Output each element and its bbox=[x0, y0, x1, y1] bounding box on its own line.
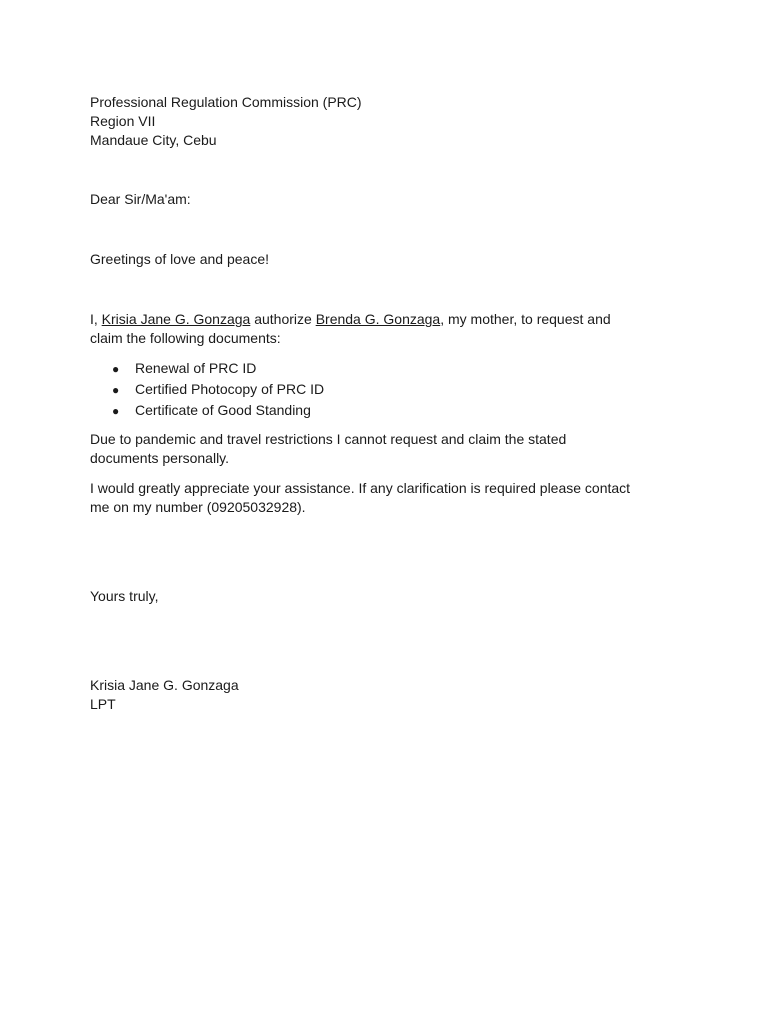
signatory-title: LPT bbox=[90, 696, 116, 712]
recipient-line-1: Professional Regulation Commission (PRC) bbox=[90, 94, 362, 110]
document-label: Renewal of PRC ID bbox=[135, 360, 257, 376]
reason-line-2: documents personally. bbox=[90, 450, 230, 466]
recipient-line-2: Region VII bbox=[90, 113, 156, 129]
recipient-line-3: Mandaue City, Cebu bbox=[90, 132, 217, 148]
signatory-name: Krisia Jane G. Gonzaga bbox=[90, 677, 239, 693]
bullet-icon: ● bbox=[112, 362, 120, 376]
authorization-suffix: , my mother, to request and bbox=[440, 311, 611, 327]
authorization-prefix: I, bbox=[90, 311, 102, 327]
agent-name: Brenda G. Gonzaga bbox=[315, 311, 441, 327]
closing: Yours truly, bbox=[90, 588, 159, 604]
document-list-item bbox=[112, 380, 324, 400]
request-line-2: me on my number (09205032928). bbox=[90, 499, 306, 515]
authorization-line-2: claim the following documents: bbox=[90, 330, 281, 346]
reason-line-1: Due to pandemic and travel restrictions I cannot request and claim the stated bbox=[90, 431, 567, 447]
authorization-line-1 bbox=[90, 310, 611, 329]
document-label: Certified Photocopy of PRC ID bbox=[135, 381, 325, 397]
salutation: Dear Sir/Ma'am: bbox=[90, 191, 191, 207]
document-list-item bbox=[112, 401, 311, 421]
bullet-icon: ● bbox=[112, 404, 120, 418]
authorization-middle: authorize bbox=[250, 311, 316, 327]
document-label: Certificate of Good Standing bbox=[135, 402, 311, 418]
request-line-1: I would greatly appreciate your assistance. If any clarification is required please contact bbox=[90, 480, 631, 496]
greeting: Greetings of love and peace! bbox=[90, 251, 270, 267]
author-name: Krisia Jane G. Gonzaga bbox=[101, 311, 251, 327]
document-list-item bbox=[112, 359, 256, 379]
bullet-icon: ● bbox=[112, 383, 120, 397]
